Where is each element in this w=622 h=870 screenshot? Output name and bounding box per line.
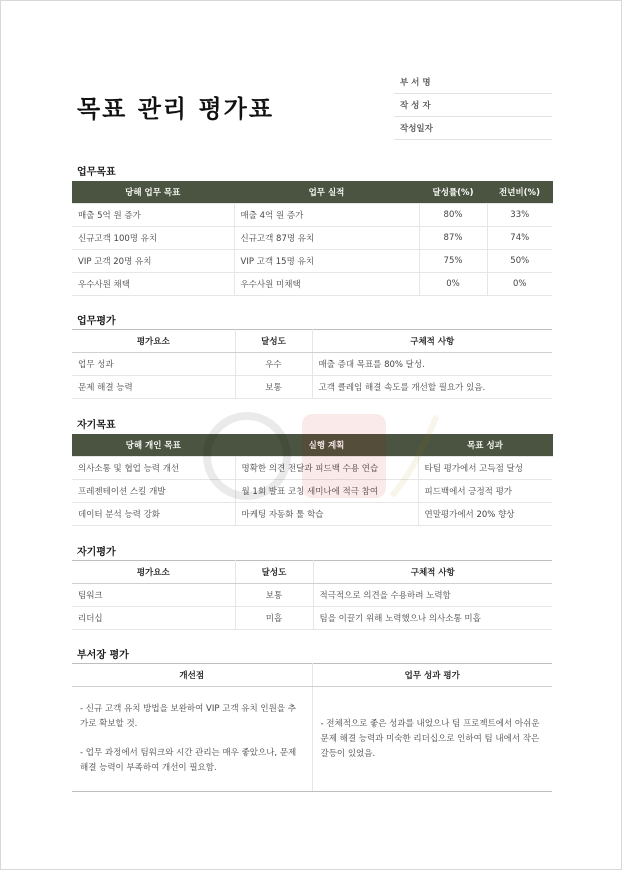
header-cell: 달성도: [235, 561, 313, 584]
table-row: [72, 503, 552, 526]
cell: 적극적으로 의견을 수용하려 노력함: [313, 584, 552, 607]
cell: 신규고객 100명 유치: [72, 227, 234, 250]
table-row: [72, 607, 552, 630]
evaluation-cell: [312, 687, 552, 792]
section-work-goal: 업무목표: [77, 167, 116, 178]
section-self-eval: 자기평가: [77, 547, 116, 558]
header-cell: 평가요소: [72, 330, 235, 353]
improvement-cell: [72, 687, 312, 792]
info-block: [394, 71, 552, 140]
cell: 매출 증대 목표를 80% 달성.: [312, 353, 552, 376]
header-cell: 당해 업무 목표: [72, 181, 234, 204]
table-row: [72, 480, 552, 503]
cell: 33%: [487, 204, 552, 227]
table-row: [72, 687, 552, 792]
cell: 명확한 의견 전달과 피드백 수용 연습: [235, 457, 418, 480]
header-cell: 달성도: [235, 330, 312, 353]
cell: 신규고객 87명 유치: [234, 227, 419, 250]
cell: 업무 성과: [72, 353, 235, 376]
section-self-goal: 자기목표: [77, 420, 116, 431]
cell: 문제 해결 능력: [72, 376, 235, 399]
cell: 75%: [419, 250, 487, 273]
cell: 0%: [419, 273, 487, 296]
table-row: [72, 250, 552, 273]
cell: 마케팅 자동화 툴 학습: [235, 503, 418, 526]
table-row: [72, 273, 552, 296]
cell: 피드백에서 긍정적 평가: [418, 480, 552, 503]
cell: VIP 고객 20명 유치: [72, 250, 234, 273]
info-date: 작성일자: [394, 117, 552, 140]
cell: 우수: [235, 353, 312, 376]
table-row: [72, 376, 552, 399]
cell: 리더십: [72, 607, 235, 630]
cell: 월 1회 발표 코칭 세미나에 적극 참여: [235, 480, 418, 503]
cell: 74%: [487, 227, 552, 250]
self-goal-table: [72, 434, 553, 526]
header-cell: 실행 계획: [235, 434, 418, 457]
table-row: [72, 353, 552, 376]
table-row: [72, 457, 552, 480]
work-eval-table: [72, 329, 552, 399]
section-work-eval: 업무평가: [77, 316, 116, 327]
table-row: [72, 227, 552, 250]
header-cell: 구체적 사항: [312, 330, 552, 353]
cell: VIP 고객 15명 유치: [234, 250, 419, 273]
header-cell: 전년비(%): [487, 181, 552, 204]
header-cell: 평가요소: [72, 561, 235, 584]
cell: 타팀 평가에서 고득점 달성: [418, 457, 552, 480]
cell: 87%: [419, 227, 487, 250]
cell: 50%: [487, 250, 552, 273]
cell: 80%: [419, 204, 487, 227]
header-cell: 당해 개인 목표: [72, 434, 235, 457]
improvement-item: - 업무 과정에서 팀워크와 시간 관리는 매우 좋았으나, 문제 해결 능력이 부족하여 개선이 필요함.: [80, 748, 297, 773]
header-cell: 달성률(%): [419, 181, 487, 204]
cell: 보통: [235, 376, 312, 399]
cell: 매출 4억 원 증가: [234, 204, 419, 227]
cell: 고객 클레임 해결 속도를 개선할 필요가 있음.: [312, 376, 552, 399]
section-manager-eval: 부서장 평가: [77, 650, 129, 661]
header-cell: 업무 실적: [234, 181, 419, 204]
cell: 의사소통 및 협업 능력 개선: [72, 457, 235, 480]
cell: 연말평가에서 20% 향상: [418, 503, 552, 526]
self-eval-table: [72, 560, 552, 630]
header-cell: 개선점: [72, 664, 312, 687]
work-goal-table: [72, 181, 553, 296]
cell: 팀워크: [72, 584, 235, 607]
manager-eval-table: [72, 663, 552, 792]
cell: 프레젠테이션 스킬 개발: [72, 480, 235, 503]
cell: 데이터 분석 능력 강화: [72, 503, 235, 526]
table-row: [72, 584, 552, 607]
evaluation-text: - 전체적으로 좋은 성과를 내었으나 팀 프로젝트에서 아쉬운 문제 해결 능력과 미숙한 리더십으로 인하여 팀 내에서 작은 갈등이 있었음.: [320, 718, 540, 759]
header-cell: 구체적 사항: [313, 561, 552, 584]
header-cell: 목표 성과: [418, 434, 552, 457]
cell: 보통: [235, 584, 313, 607]
cell: 우수사원 미채택: [234, 273, 419, 296]
info-author: 작 성 자: [394, 94, 552, 117]
header-cell: 업무 성과 평가: [312, 664, 552, 687]
cell: 팀을 이끌기 위해 노력했으나 의사소통 미흡: [313, 607, 552, 630]
info-department: 부 서 명: [394, 71, 552, 94]
table-row: [72, 204, 552, 227]
cell: 매출 5억 원 증가: [72, 204, 234, 227]
improvement-item: - 신규 고객 유치 방법을 보완하여 VIP 고객 유치 인원을 추가로 확보할 것.: [80, 704, 296, 729]
page-title: 목표 관리 평가표: [77, 95, 274, 123]
cell: 0%: [487, 273, 552, 296]
cell: 미흡: [235, 607, 313, 630]
cell: 우수사원 채택: [72, 273, 234, 296]
